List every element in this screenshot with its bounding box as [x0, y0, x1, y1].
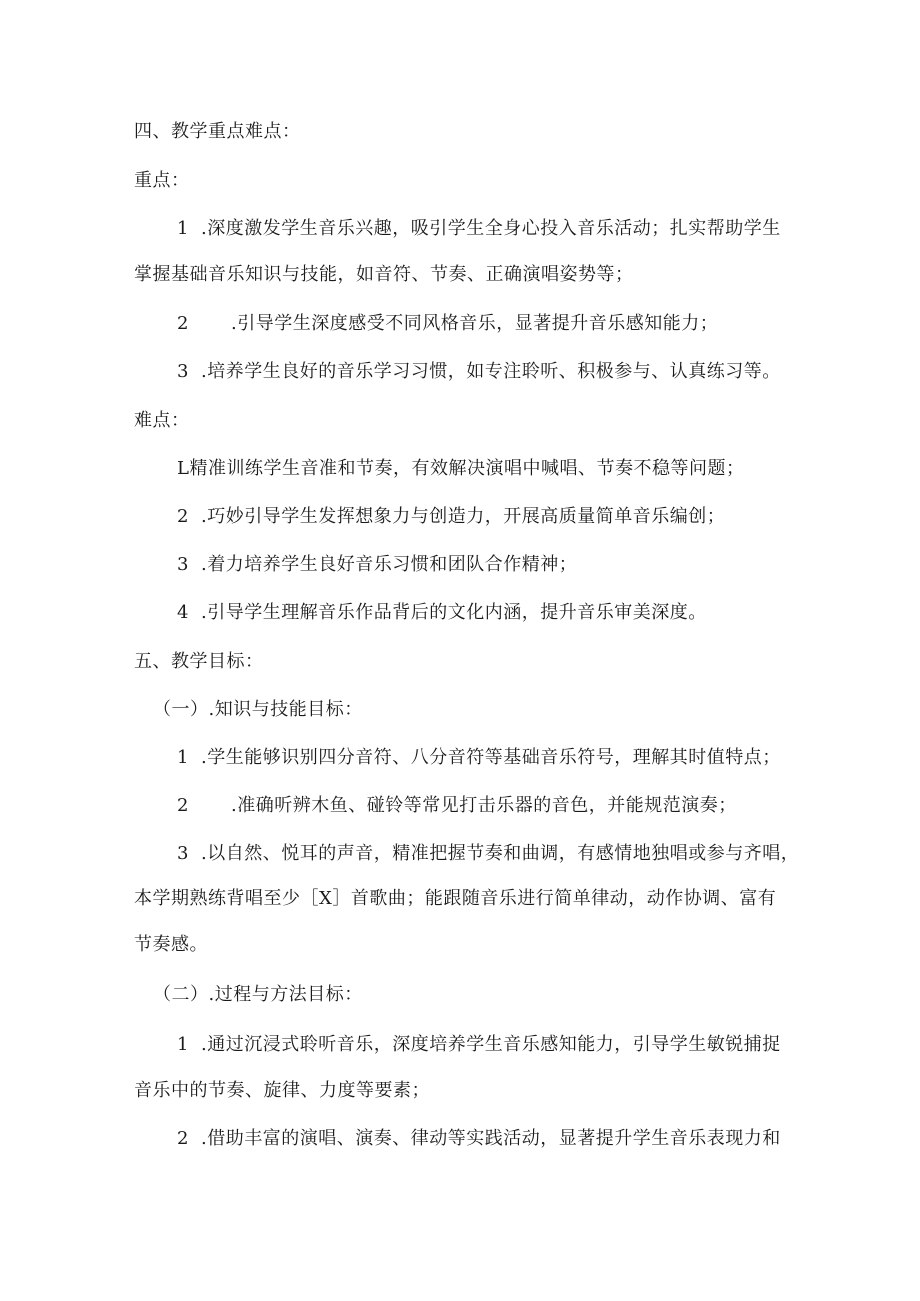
item-text: .引导学生理解音乐作品背后的文化内涵，提升音乐审美深度。 [201, 602, 707, 623]
item-number: 2 [177, 313, 189, 334]
item-text: .巧妙引导学生发挥想象力与创造力，开展高质量简单音乐编创； [201, 506, 726, 527]
item-text: .通过沉浸式聆听音乐，深度培养学生音乐感知能力，引导学生敏锐捕捉 [201, 1034, 781, 1055]
item-text: L精准训练学生音准和节奏，有效解决演唱中喊唱、节奏不稳等问题； [177, 458, 745, 479]
key-point-1 [177, 218, 781, 240]
item-number: 1 [177, 1034, 189, 1055]
section-4-heading: 四、教学重点难点： [134, 121, 301, 142]
knowledge-goal-3 [177, 843, 799, 865]
item-text: .深度激发学生音乐兴趣，吸引学生全身心投入音乐活动；扎实帮助学生 [201, 218, 781, 239]
item-text: .培养学生良好的音乐学习习惯，如专注聆听、积极参与、认真练习等。 [201, 361, 781, 382]
difficulty-1 [177, 458, 744, 480]
item-number: 1 [177, 747, 189, 768]
process-methods-label: （二）.过程与方法目标： [153, 984, 363, 1005]
item-text: .以自然、悦耳的声音，精准把握节奏和曲调，有感情地独唱或参与齐唱， [201, 843, 800, 864]
key-points-label: 重点： [134, 170, 190, 191]
item-text: .学生能够识别四分音符、八分音符等基础音乐符号，理解其时值特点； [201, 747, 781, 768]
item-number: 1 [177, 218, 189, 239]
item-text: .引导学生深度感受不同风格音乐，显著提升音乐感知能力； [231, 313, 719, 334]
difficulty-4 [177, 602, 707, 624]
knowledge-skills-label: （一）.知识与技能目标： [153, 699, 363, 720]
knowledge-goal-1 [177, 747, 781, 769]
process-goal-1-continuation: 音乐中的节奏、旋律、力度等要素； [134, 1080, 430, 1101]
process-goal-1 [177, 1034, 781, 1056]
item-number: 3 [177, 843, 189, 864]
section-5-heading: 五、教学目标： [134, 651, 264, 672]
item-text: .着力培养学生良好音乐习惯和团队合作精神； [201, 554, 578, 575]
item-number: 2 [177, 506, 189, 527]
item-number: 2 [177, 1128, 189, 1149]
process-goal-2 [177, 1128, 781, 1150]
difficulty-3 [177, 554, 577, 576]
difficulty-label: 难点： [134, 410, 190, 431]
key-point-3 [177, 361, 781, 383]
difficulty-2 [177, 506, 725, 528]
item-text: .准确听辨木鱼、碰铃等常见打击乐器的音色，并能规范演奏； [231, 795, 737, 816]
knowledge-goal-3-continuation-1: 本学期熟练背唱至少［X］首歌曲；能跟随音乐进行简单律动，动作协调、富有 [134, 888, 777, 909]
knowledge-goal-3-continuation-2: 节奏感。 [134, 934, 208, 955]
item-number: 2 [177, 795, 189, 816]
item-number: 3 [177, 554, 189, 575]
knowledge-goal-2 [177, 795, 737, 817]
key-point-2 [177, 313, 718, 335]
item-number: 4 [177, 602, 189, 623]
item-text: .借助丰富的演唱、演奏、律动等实践活动，显著提升学生音乐表现力和 [201, 1128, 781, 1149]
key-point-1-continuation: 掌握基础音乐知识与技能，如音符、节奏、正确演唱姿势等； [134, 264, 634, 285]
item-number: 3 [177, 361, 189, 382]
